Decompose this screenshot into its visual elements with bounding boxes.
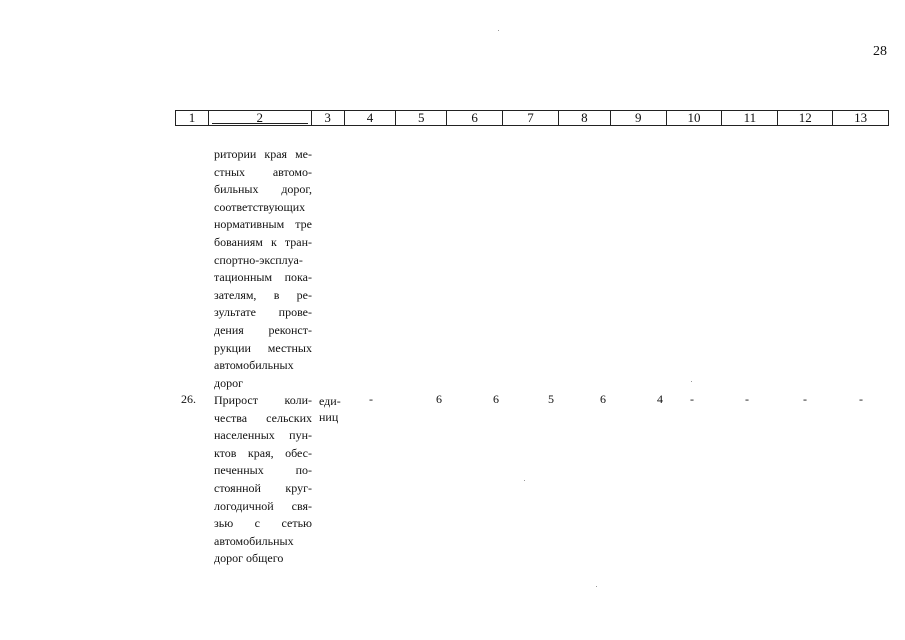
header-col-2: 2 (209, 111, 312, 125)
unit-line: еди- (319, 394, 341, 408)
header-col-5: 5 (396, 111, 447, 125)
scan-speck (498, 30, 499, 31)
scan-speck (596, 586, 597, 587)
header-col-11: 11 (722, 111, 778, 125)
value-col-11: - (745, 392, 749, 406)
text-line: ктов края, обес- (214, 445, 312, 460)
unit-line: ниц (319, 410, 339, 424)
header-col-7: 7 (503, 111, 559, 125)
value-col-9: 4 (657, 392, 663, 406)
scan-speck (524, 480, 525, 481)
header-col-10: 10 (667, 111, 723, 125)
header-col-9: 9 (611, 111, 667, 125)
value-col-7: 5 (548, 392, 554, 406)
text-line: печенных по- (214, 463, 312, 478)
header-col-3: 3 (312, 111, 345, 125)
value-col-10: - (690, 392, 694, 406)
text-line: стоянной круг- (214, 480, 312, 495)
row-26-number: 26. (181, 392, 196, 406)
header-col-12: 12 (778, 111, 833, 125)
text-line: дения реконст- (214, 322, 312, 337)
text-line: Прирост коли- (214, 393, 312, 407)
text-line: стных автомо- (214, 164, 312, 179)
header-col-13: 13 (854, 110, 868, 125)
text-line: бованиям к тран- (214, 234, 312, 249)
header-col-6: 6 (447, 111, 503, 125)
text-line: рукции местных (214, 340, 312, 355)
text-line: ритории края ме- (214, 147, 312, 161)
table-header-row (175, 110, 889, 126)
text-line: зультате прове- (214, 305, 312, 320)
value-col-8: 6 (600, 392, 606, 406)
text-line: тационным пока- (214, 270, 312, 285)
text-line: населенных пун- (214, 428, 312, 443)
value-col-4: - (369, 392, 373, 406)
row-25-indicator-text (214, 146, 312, 392)
text-line: автомобильных (214, 358, 294, 373)
value-col-13: - (859, 392, 863, 406)
header-col-4: 4 (345, 111, 397, 125)
header-col-1: 1 (176, 111, 209, 125)
text-line: бильных дорог, (214, 182, 312, 197)
value-col-12: - (803, 392, 807, 406)
text-line: нормативным тре (214, 217, 312, 232)
row-26-indicator-text (214, 392, 312, 568)
value-col-5: 6 (436, 392, 442, 406)
header-col-8: 8 (559, 111, 611, 125)
text-line: спортно-эксплуа- (214, 252, 303, 267)
text-line: соответствующих (214, 199, 306, 214)
text-line: зателям, в ре- (214, 287, 312, 302)
text-line: дорог общего (214, 551, 284, 566)
page-number: 28 (873, 44, 887, 59)
text-line: чества сельских (214, 410, 312, 425)
value-col-6: 6 (493, 392, 499, 406)
text-line: логодичной свя- (214, 498, 312, 513)
row-26-unit (319, 393, 341, 425)
text-line: дорог (214, 375, 244, 390)
scan-speck (691, 381, 692, 382)
text-line: зью с сетью (214, 516, 312, 531)
text-line: автомобильных (214, 533, 294, 548)
